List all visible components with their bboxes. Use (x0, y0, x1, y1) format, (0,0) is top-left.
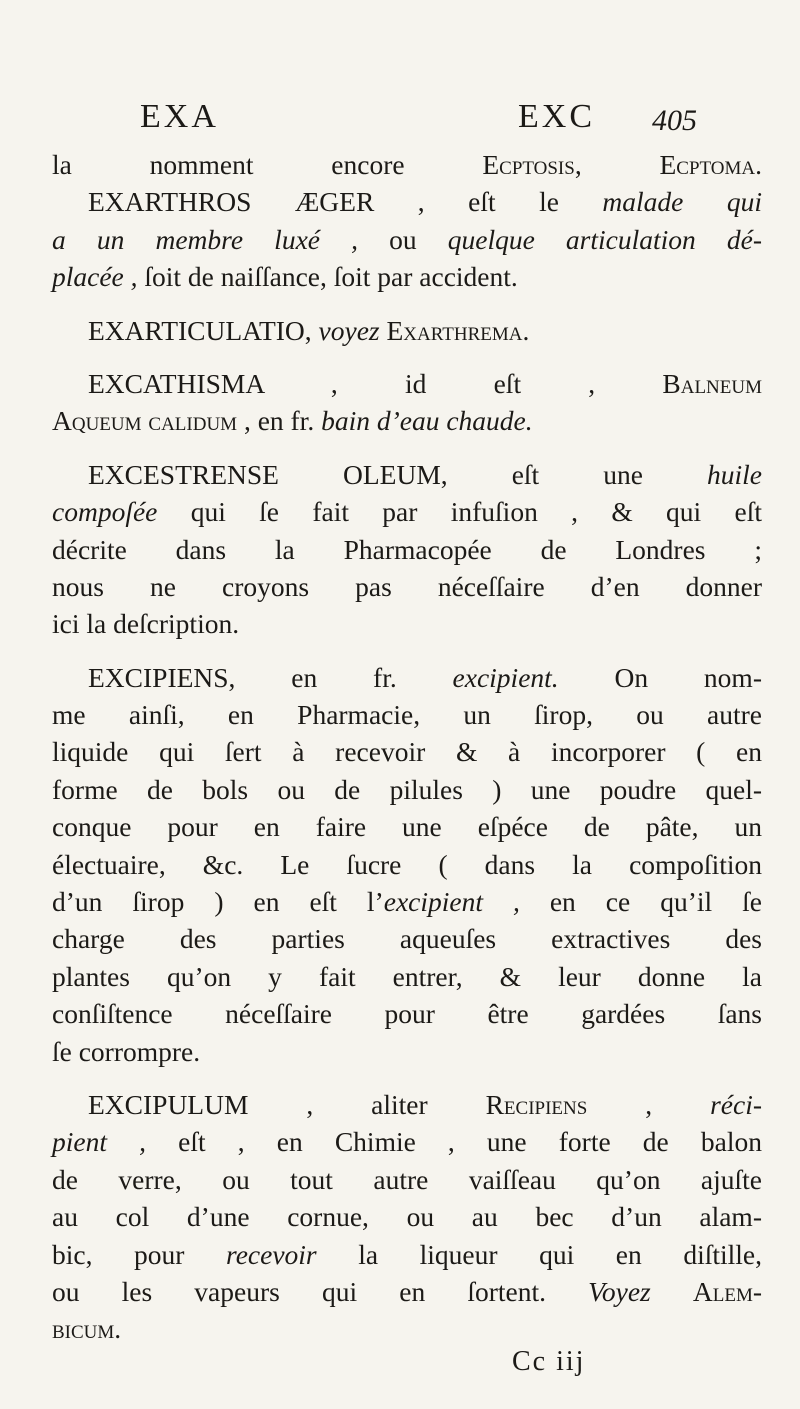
text-line: bic, pour recevoir la liqueur qui en diſtille, (52, 1238, 762, 1270)
text-line: électuaire, &c. Le ſucre ( dans la compoſition (52, 848, 762, 880)
text-line: EXCESTRENSE OLEUM, eſt une huile (88, 458, 762, 490)
text-line: EXCIPIENS, en fr. excipient. On nom- (88, 661, 762, 693)
text-line: conque pour en faire une eſpéce de pâte, un (52, 811, 762, 843)
text-line: EXCATHISMA , id eſt , Balneum (88, 367, 762, 399)
text-line: charge des parties aqueuſes extractives des (52, 923, 762, 955)
page-number: 405 (652, 104, 697, 137)
text-line: d’un ſirop ) en eſt l’excipient , en ce qu’il ſe (52, 886, 762, 918)
text-line: ſe corrompre. (52, 1035, 201, 1067)
text-line: compoſée qui ſe fait par infuſion , & qui eſt (52, 496, 762, 528)
text-line: de verre, ou tout autre vaiſſeau qu’on ajuſte (52, 1163, 762, 1195)
signature-mark: Cc iij (512, 1346, 586, 1377)
text-line: liquide qui ſert à recevoir & à incorporer ( en (52, 736, 762, 768)
text-line: a un membre luxé , ou quelque articulation dé- (52, 223, 763, 255)
text-line: ou les vapeurs qui en ſortent. Voyez Alem- (52, 1275, 763, 1307)
text-line: conſiſtence néceſſaire pour être gardées ſans (52, 998, 762, 1030)
text-line: me ainſi, en Pharmacie, un ſirop, ou autre (52, 699, 762, 731)
text-line: bicum. (52, 1313, 122, 1345)
entry-excathisma (52, 365, 762, 440)
text-line: la nomment encore Ecptosis, Ecptoma. (52, 149, 762, 180)
entry-exarticulatio (52, 312, 762, 349)
text-line: EXCIPULUM , aliter Recipiens , réci- (88, 1088, 763, 1120)
entry-excipiens (52, 659, 762, 1070)
entry-excipulum (52, 1086, 762, 1348)
text-line: décrite dans la Pharmacopée de Londres ; (52, 533, 762, 565)
text-line: placée , ſoit de naiſſance, ſoit par accident. (52, 261, 518, 293)
text-line: ici la deſcription. (52, 608, 240, 640)
text-line: nous ne croyons pas néceſſaire d’en donner (52, 570, 762, 602)
entry-exarthros-aeger (52, 183, 762, 295)
text-line: EXARTICULATIO, voyez Exarthrema. (88, 314, 530, 346)
running-head-right: EXC (518, 98, 595, 135)
text-line: plantes qu’on y fait entrer, & leur donne la (52, 960, 762, 992)
running-head-left: EXA (140, 98, 219, 135)
text-line: pient , eſt , en Chimie , une forte de balon (52, 1126, 762, 1158)
text-line: forme de bols ou de pilules ) une poudre quel- (52, 773, 762, 805)
text-line: EXARTHROS ÆGER , eſt le malade qui (88, 186, 762, 218)
entry-excestrense-oleum (52, 456, 762, 643)
dictionary-text (52, 146, 762, 1348)
text-line: Aqueum calidum , en fr. bain d’eau chaude. (52, 405, 533, 437)
text-line: au col d’une cornue, ou au bec d’un alam- (52, 1201, 762, 1233)
